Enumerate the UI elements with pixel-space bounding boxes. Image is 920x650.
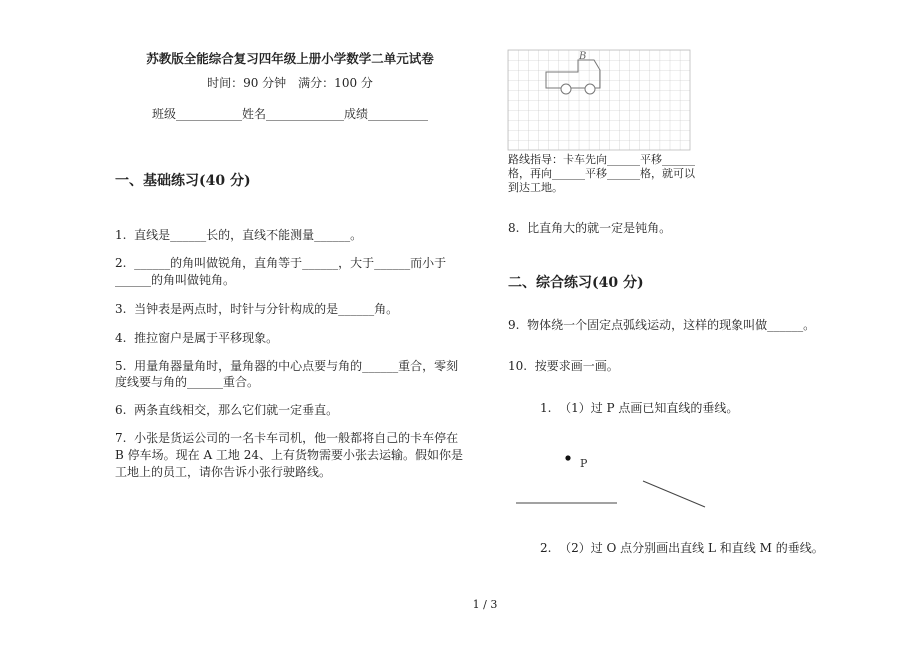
question-1: 1. 直线是______长的，直线不能测量______。 bbox=[115, 228, 363, 242]
question-10-sub-2: 2. （2）过 O 点分别画出直线 L 和直线 M 的垂线。 bbox=[540, 541, 824, 555]
truck-wheel-rear bbox=[561, 84, 571, 94]
exam-time-info: 时间：90 分钟 满分：100 分 bbox=[207, 76, 373, 90]
student-info-line: 班级___________姓名_____________成绩__________ bbox=[152, 107, 429, 121]
route-guide-line-2: 格，再向______平移______格，就可以 bbox=[508, 167, 695, 180]
truck-wheel-front bbox=[585, 84, 595, 94]
point-p-dot bbox=[565, 455, 570, 460]
question-4: 4. 推拉窗户是属于平移现象。 bbox=[115, 331, 279, 345]
section1-heading: 一、基础练习(40 分) bbox=[115, 173, 251, 189]
exam-title: 苏教版全能综合复习四年级上册小学数学二单元试卷 bbox=[146, 51, 434, 66]
question-10-sub-1: 1. （1）过 P 点画已知直线的垂线。 bbox=[540, 401, 739, 415]
question-7-line-3: 工地上的员工，请你告诉小张行驶路线。 bbox=[115, 465, 332, 479]
question-7-line-2: B 停车场。现在 A 工地 24、上有货物需要小张去运输。假如你是 bbox=[115, 448, 464, 462]
question-5-line-2: 度线要与角的______重合。 bbox=[115, 375, 260, 389]
question-10: 10. 按要求画一画。 bbox=[508, 359, 619, 373]
question-9: 9. 物体绕一个固定点弧线运动，这样的现象叫做______。 bbox=[508, 318, 816, 332]
question-5-line-1: 5. 用量角器量角时，量角器的中心点要与角的______重合，零刻 bbox=[115, 359, 459, 373]
question-8: 8. 比直角大的就一定是钝角。 bbox=[508, 221, 672, 235]
question-2-line-2: ______的角叫做钝角。 bbox=[115, 273, 236, 287]
question-3: 3. 当钟表是两点时，时针与分针构成的是______角。 bbox=[115, 302, 399, 316]
perpendicular-figure bbox=[508, 440, 718, 520]
given-line-slanted bbox=[643, 481, 705, 507]
section2-heading: 二、综合练习(40 分) bbox=[508, 275, 644, 291]
truck-grid-figure bbox=[508, 50, 690, 150]
truck-label-b: B bbox=[579, 51, 587, 62]
route-guide-line-1: 路线指导：卡车先向______平移______ bbox=[508, 153, 695, 166]
question-6: 6. 两条直线相交，那么它们就一定垂直。 bbox=[115, 403, 339, 417]
question-2-line-1: 2. ______的角叫做锐角，直角等于______，大于______而小于 bbox=[115, 256, 447, 270]
grid-background bbox=[508, 50, 690, 150]
point-p-label: P bbox=[580, 457, 588, 470]
route-guide-line-3: 到达工地。 bbox=[508, 181, 563, 194]
page-number: 1 / 3 bbox=[472, 598, 498, 611]
question-7-line-1: 7. 小张是货运公司的一名卡车司机，他一般都将自己的卡车停在 bbox=[115, 431, 459, 445]
